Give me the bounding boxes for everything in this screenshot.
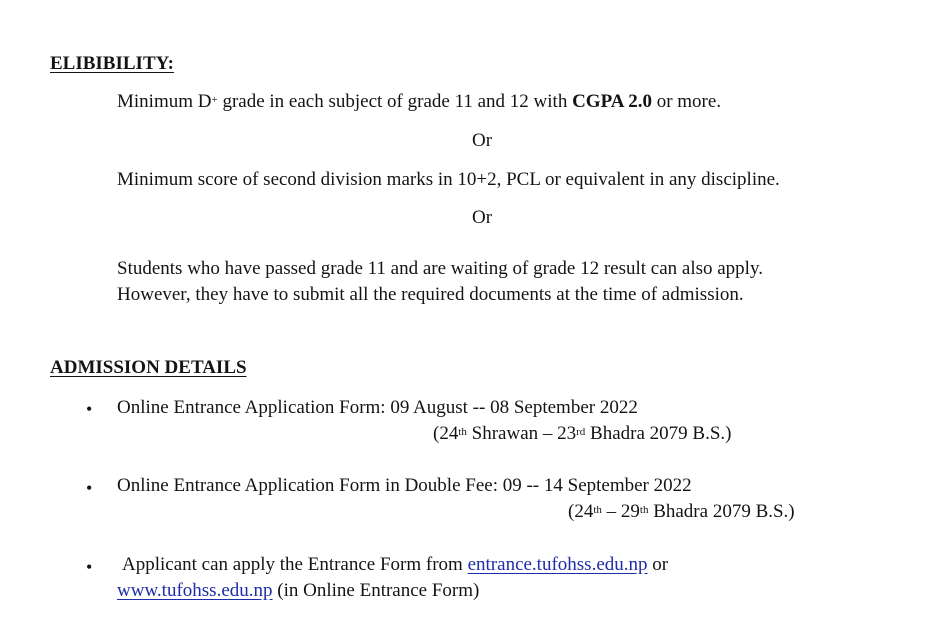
admission-item-3-line-1: [122, 554, 668, 576]
bullet-1: •: [86, 399, 93, 419]
line1-part-a: Minimum D: [117, 91, 212, 112]
eligibility-line-3: Students who have passed grade 11 and are waiting of grade 12 result can also apply.: [117, 258, 763, 279]
entrance-portal-link[interactable]: entrance.tufohss.edu.np: [467, 554, 648, 575]
item2-sub-b: – 29: [601, 501, 640, 522]
item1-sub-b: Shrawan – 23: [466, 423, 577, 444]
admission-item-1: Online Entrance Application Form: 09 August -- 08 September 2022: [117, 397, 638, 418]
item3-text-c: (in Online Entrance Form): [272, 580, 480, 601]
item3-text-a: Applicant can apply the Entrance Form from: [122, 554, 468, 575]
item2-sub-c: Bhadra 2079 B.S.): [648, 501, 795, 522]
item3-text-b: or: [647, 554, 669, 575]
item1-sub-a: (24: [433, 423, 459, 444]
cgpa-bold: CGPA 2.0: [572, 91, 652, 112]
eligibility-line-2: Minimum score of second division marks in 10+2, PCL or equivalent in any discipline.: [117, 169, 780, 190]
admission-item-1-bs-dates: [433, 423, 731, 445]
admission-heading: ADMISSION DETAILS: [50, 357, 247, 378]
line1-superscript: +: [211, 94, 218, 106]
item2-sub-a: (24: [568, 501, 594, 522]
or-separator-1: Or: [472, 130, 493, 151]
admission-item-2-bs-dates: [568, 501, 795, 523]
item1-sup-2: rd: [576, 426, 586, 438]
or-separator-2: Or: [472, 207, 493, 228]
eligibility-heading: ELIBIBILITY:: [50, 53, 174, 74]
admission-item-2: Online Entrance Application Form in Double Fee: 09 -- 14 September 2022: [117, 475, 692, 496]
eligibility-line-1: [117, 91, 721, 113]
item2-sup-1: th: [593, 504, 602, 516]
line1-part-c: or more.: [651, 91, 722, 112]
bullet-2: •: [86, 478, 93, 498]
item1-sub-c: Bhadra 2079 B.S.): [585, 423, 732, 444]
line1-part-b: grade in each subject of grade 11 and 12 with: [217, 91, 573, 112]
tufohss-website-link[interactable]: www.tufohss.edu.np: [117, 580, 273, 601]
bullet-3: •: [86, 557, 93, 577]
admission-item-3-line-2: [117, 580, 479, 602]
item1-sup-1: th: [458, 426, 467, 438]
item2-sup-2: th: [639, 504, 649, 516]
eligibility-line-4: However, they have to submit all the required documents at the time of admission.: [117, 284, 744, 305]
